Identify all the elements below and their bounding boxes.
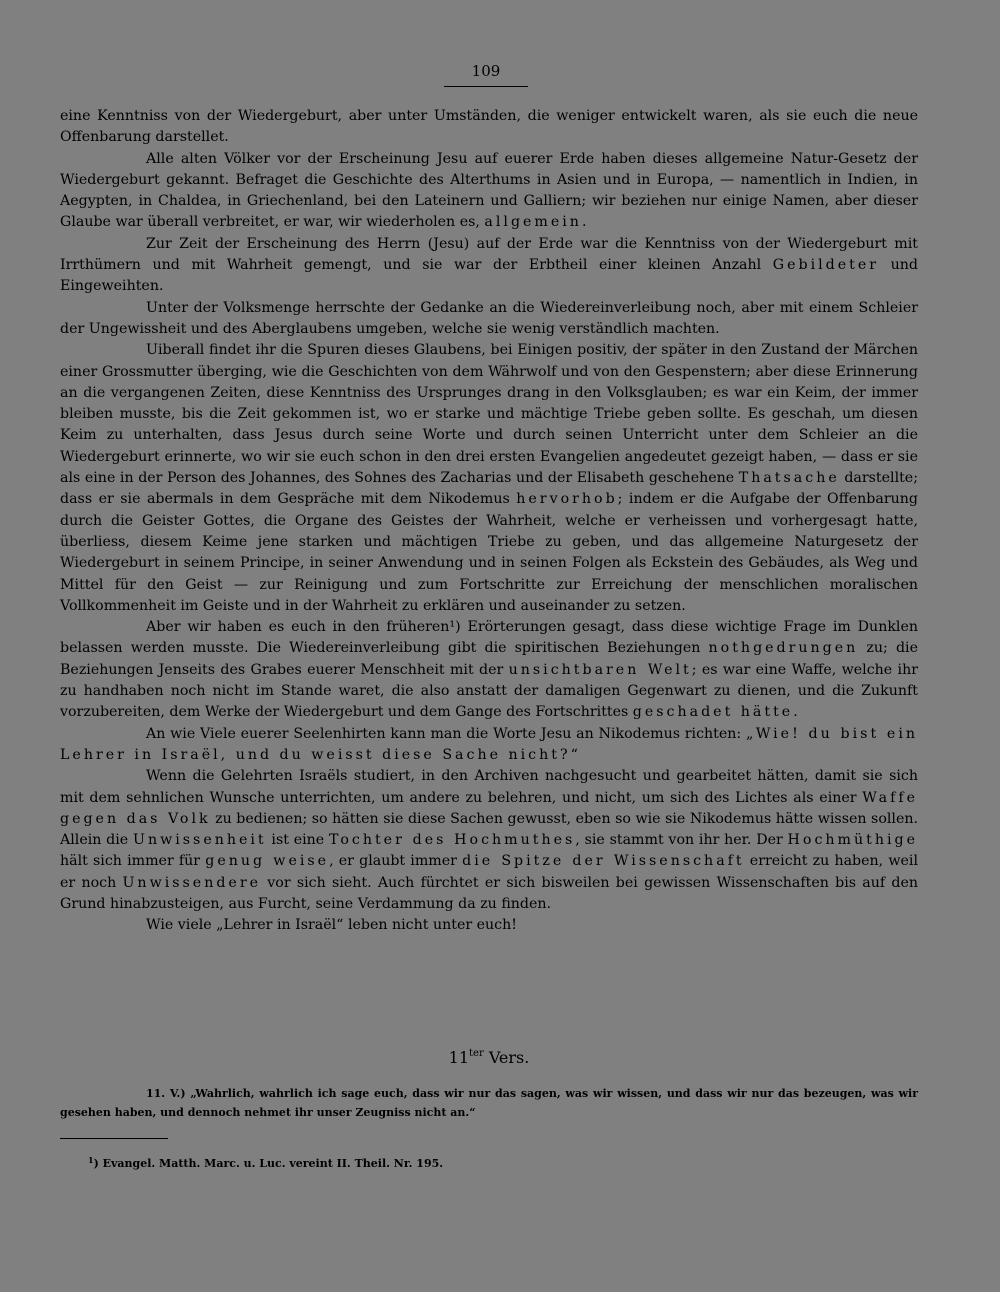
paragraph bbox=[60, 106, 918, 149]
paragraph-text: , sie stammt von ihr her. Der bbox=[575, 832, 788, 849]
emphasized-spaced-text: genug weise bbox=[205, 853, 330, 870]
paragraph-text: , er glaubt immer bbox=[329, 853, 463, 870]
verse-quote bbox=[60, 1084, 918, 1122]
footnote-text: ) Evangel. Matth. Marc. u. Luc. vereint II. Theil. Nr. 195. bbox=[93, 1157, 444, 1170]
verse-quote-text: 11. V.) „Wahrlich, wahrlich ich sage euch, dass wir nur das sagen, was wir wissen, und dass wir nur das bezeugen, was wir gesehen haben, und dennoch nehmet ihr unser Zeugniss nicht an.“ bbox=[60, 1087, 918, 1119]
paragraph bbox=[60, 617, 918, 723]
verse-word: Vers. bbox=[483, 1048, 530, 1067]
emphasized-spaced-text: Tochter des Hochmuthes bbox=[328, 832, 576, 849]
body-text bbox=[60, 106, 918, 937]
emphasized-spaced-text: hervorhob bbox=[516, 491, 618, 508]
emphasized-spaced-text: geschadet hätte bbox=[632, 704, 794, 721]
page-number: 109 bbox=[471, 62, 501, 80]
paragraph-text: ; indem er die Aufgabe der Offenbarung durch die Geister Gottes, die Organe des Geistes der Wahrheit, welche er verheissen und vorhergesagt hatte, überliess, diesem Keime jene starken und mächtigen Triebe zu geben, und das allgemeine Naturgesetz der Wiedergeburt in seinem Principe, in seiner Anwendung und in seinen Folgen als Eckstein des Gebäudes, als Weg und Mittel für den Geist — zur Reinigung und zum Fortschritte zur Erreichung der menschlichen moralischen Vollkommenheit im Geiste und in der Wahrheit zu erklären und auseinander zu setzen. bbox=[60, 491, 918, 614]
paragraph-text: ; es war eine Waffe, welche ihr zu handhaben noch nicht im Stande waret, die also anstatt der damaligen Gegenwart zu dienen, und die Zukunft vorzubereiten, dem Werke der Wiedergeburt und dem Gange des Fortschrittes bbox=[60, 661, 918, 721]
paragraph bbox=[60, 766, 918, 915]
footnote-marker: 1 bbox=[88, 1155, 94, 1165]
paragraph-text: zu; die Beziehungen Jenseits des Grabes euerer Menschheit mit der bbox=[60, 640, 918, 678]
paragraph-text: ist eine bbox=[266, 832, 329, 849]
paragraph bbox=[60, 724, 918, 767]
emphasized-spaced-text: „Wie! du bist ein Lehrer in Israël, und du weisst diese Sache nicht?“ bbox=[60, 725, 918, 763]
paragraph-text: Zur Zeit der Erscheinung des Herrn (Jesu) auf der Erde war die Kenntniss von der Wiedergeburt mit Irrthümern und mit Wahrheit gemengt, und sie war der Erbtheil einer kleinen Anzahl bbox=[60, 235, 918, 274]
verse-heading bbox=[60, 1043, 918, 1069]
paragraph-text: vor sich sieht. Auch fürchtet er sich bisweilen bei gewissen Wissenschaften bis auf den Grund hinabzusteigen, aus Furcht, seine Verdammung da zu finden. bbox=[60, 874, 918, 912]
emphasized-spaced-text: Waffe gegen das Volk bbox=[60, 789, 918, 827]
paragraph-text: hält sich immer für bbox=[60, 853, 206, 870]
emphasized-spaced-text: die Spitze der Wissenschaft bbox=[462, 853, 745, 870]
paragraph-text: . bbox=[793, 704, 798, 721]
paragraph-text: . bbox=[581, 214, 587, 231]
paragraph-text: An wie Viele euerer Seelenhirten kann man die Worte Jesu an Nikodemus richten: bbox=[146, 725, 746, 742]
paragraph bbox=[60, 915, 918, 936]
emphasized-spaced-text: Unwissendere bbox=[122, 874, 261, 891]
verse-number: 11 bbox=[448, 1048, 470, 1067]
paragraph-text: Uiberall findet ihr die Spuren dieses Glaubens, bei Einigen positiv, der später in den Zustand der Märchen einer Grossmutter überging, wie die Geschichten von dem Währwolf und von den Gespenstern; aber diese Erinnerung an die vergangenen Zeiten, diese Kenntniss des Ursprunges drang in den Volksglauben; es war ein Keim, der immer bleiben musste, bis die Zeit gekommen ist, wo er starke und mächtige Triebe geben sollte. Es geschah, um diesen Keim zu unterhalten, dass Jesus durch seine Worte und durch seinen Unterricht unter dem Schleier an die Wiedergeburt erinnerte, wo wir sie euch schon in den drei ersten Evangelien angedeutet gezeigt haben, — dass er sie als eine in der Person des Johannes, des Sohnes des Zacharias und der Elisabeth geschehene bbox=[60, 342, 918, 487]
emphasized-spaced-text: nothgedrungen bbox=[708, 640, 859, 657]
paragraph-text: Wenn die Gelehrten Israëls studiert, in den Archiven nachgesucht und gearbeitet hätten, damit sie sich mit dem sehnlichen Wunsche unterrichten, um andere zu belehren, und nicht, um sich des Lichtes als einer bbox=[60, 768, 918, 806]
paragraph-text: eine Kenntniss von der Wiedergeburt, aber unter Umständen, die weniger entwickelt waren, als sie euch die neue Offenbarung darstellet. bbox=[60, 108, 918, 146]
paragraph-text: Unter der Volksmenge herrschte der Gedanke an die Wiedereinverleibung noch, aber mit einem Schleier der Ungewissheit und des Aberglaubens umgeben, welche sie wenig verständlich machten. bbox=[60, 299, 918, 337]
paragraph bbox=[60, 298, 918, 341]
paragraph bbox=[60, 234, 918, 298]
emphasized-spaced-text: Hochmüthige bbox=[787, 832, 918, 849]
paragraph-text: darstellte; dass er sie abermals in dem Gespräche mit dem Nikodemus bbox=[60, 470, 918, 508]
paragraph bbox=[60, 340, 918, 617]
emphasized-spaced-text: Unwissenheit bbox=[132, 832, 267, 849]
footnote-rule bbox=[60, 1138, 168, 1139]
paragraph-text: zu bedienen; so hätten sie diese Sachen gewusst, eben so wie sie Nikodemus hätte wissen sollen. Allein die bbox=[60, 810, 918, 849]
footnote bbox=[88, 1152, 788, 1172]
verse-number-suffix: ter bbox=[469, 1048, 484, 1059]
paragraph-text: erreicht zu haben, weil er noch bbox=[60, 853, 918, 891]
page-number-rule bbox=[444, 86, 528, 87]
paragraph-text: Alle alten Völker vor der Erscheinung Jesu auf euerer Erde haben dieses allgemeine Natur-Gesetz der Wiedergeburt gekannt. Befraget die Geschichte des Alterthums in Asien und in Europa, — namentlich in Indien, in Aegypten, in Chaldea, in Griechenland, bei den Lateinern und Galliern; wir beziehen nur einige Namen, aber dieser Glaube war überall verbreitet, er war, wir wiederholen es, bbox=[60, 150, 918, 231]
emphasized-spaced-text: allgemein bbox=[484, 214, 582, 231]
emphasized-spaced-text: Gebildeter bbox=[772, 257, 880, 274]
paragraph-text: Wie viele „Lehrer in Israël“ leben nicht unter euch! bbox=[146, 917, 517, 934]
emphasized-spaced-text: unsichtbaren Welt bbox=[508, 661, 692, 678]
paragraph-text: und Eingeweihten. bbox=[60, 257, 918, 295]
paragraph bbox=[60, 149, 918, 234]
paragraph-text: Aber wir haben es euch in den früheren¹) Erörterungen gesagt, dass diese wichtige Frage im Dunklen belassen werden musste. Die Wiedereinverleibung gibt die spiritischen Beziehungen bbox=[60, 619, 918, 657]
emphasized-spaced-text: Thatsache bbox=[738, 470, 840, 487]
